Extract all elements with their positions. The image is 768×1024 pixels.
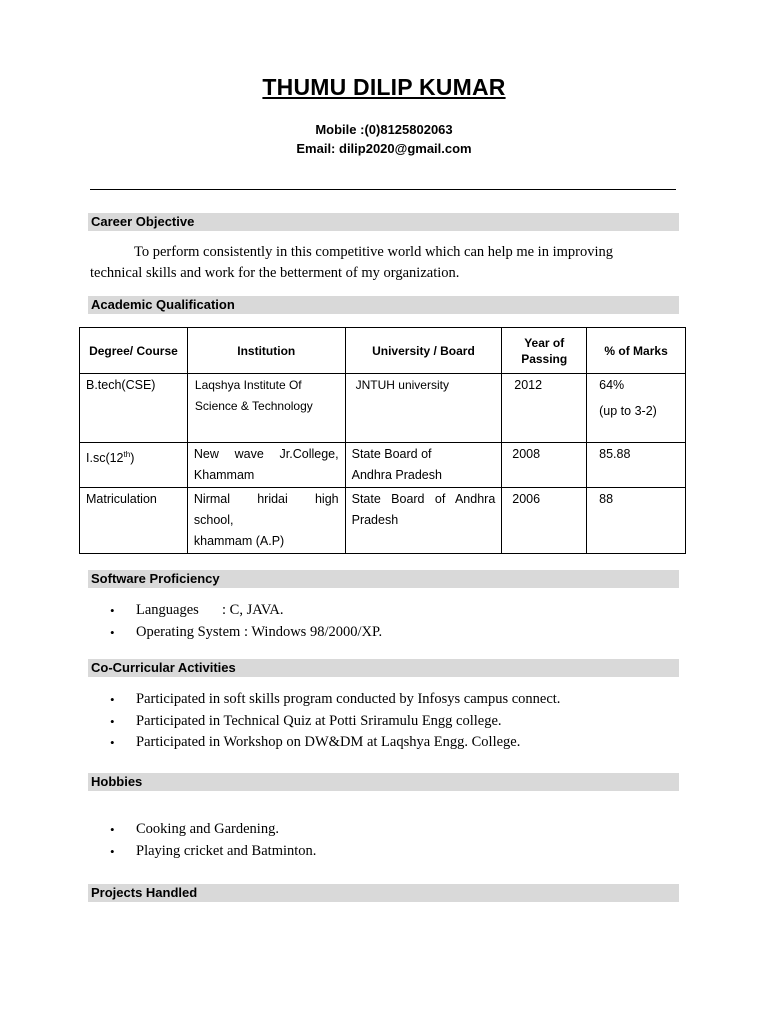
section-cocurricular: Co-Curricular Activities [88, 659, 679, 677]
hobbies-list [90, 819, 316, 862]
cell-year: 2006 [502, 488, 587, 554]
cell-year: 2012 [502, 374, 587, 443]
section-software-proficiency: Software Proficiency [88, 570, 679, 588]
cell-marks: 85.88 [587, 443, 686, 488]
table-row [80, 488, 686, 554]
cell-board: State Board of Andhra Pradesh [345, 488, 502, 554]
header-year: Year of Passing [502, 328, 587, 374]
list-item: • Cooking and Gardening. [90, 819, 316, 841]
cell-degree: B.tech(CSE) [80, 374, 188, 443]
section-career-objective: Career Objective [88, 213, 679, 231]
header-marks: % of Marks [587, 328, 686, 374]
cell-degree: I.sc(12th) [80, 443, 188, 488]
cell-institution: Laqshya Institute Of Science & Technology [187, 374, 345, 443]
cell-degree: Matriculation [80, 488, 188, 554]
section-projects: Projects Handled [88, 884, 679, 902]
table-header-row [80, 328, 686, 374]
header-institution: Institution [187, 328, 345, 374]
list-item: • Playing cricket and Batminton. [90, 841, 316, 863]
cell-institution: Nirmal hridai high school, khammam (A.P) [187, 488, 345, 554]
list-item: • Languages : C, JAVA. [90, 600, 382, 622]
cell-marks: 88 [587, 488, 686, 554]
table-row [80, 443, 686, 488]
cell-board: JNTUH university [345, 374, 502, 443]
objective-text: To perform consistently in this competitive world which can help me in improving technical skills and work for the betterment of my organization. [90, 244, 614, 281]
contact-mobile: Mobile :(0)8125802063 [315, 122, 453, 137]
software-list [90, 600, 382, 643]
candidate-name: THUMU DILIP KUMAR [262, 74, 506, 100]
header-board: University / Board [345, 328, 502, 374]
contact-email: Email: dilip2020@gmail.com [296, 141, 472, 156]
list-item: • Operating System : Windows 98/2000/XP. [90, 622, 382, 644]
section-academic-qualification: Academic Qualification [88, 296, 679, 314]
list-item: • Participated in Technical Quiz at Potti Sriramulu Engg college. [90, 711, 560, 733]
list-item: • Participated in soft skills program conducted by Infosys campus connect. [90, 689, 560, 711]
divider-line [90, 189, 676, 190]
academic-table [79, 327, 686, 554]
table-row [80, 374, 686, 443]
cocurricular-list [90, 689, 560, 754]
cell-board: State Board of Andhra Pradesh [345, 443, 502, 488]
header-degree: Degree/ Course [80, 328, 188, 374]
section-hobbies: Hobbies [88, 773, 679, 791]
cell-marks: 64% (up to 3-2) [587, 374, 686, 443]
list-item: • Participated in Workshop on DW&DM at Laqshya Engg. College. [90, 732, 560, 754]
cell-institution: New wave Jr.College, Khammam [187, 443, 345, 488]
cell-year: 2008 [502, 443, 587, 488]
